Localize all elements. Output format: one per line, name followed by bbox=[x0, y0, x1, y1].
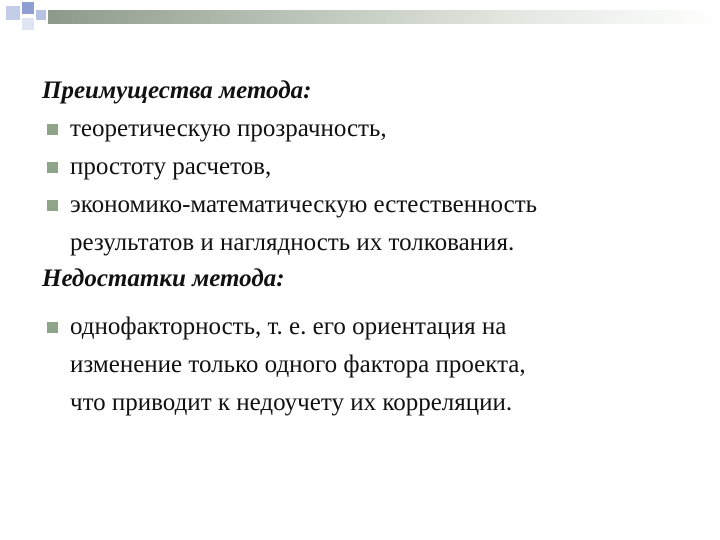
disadvantages-heading: Недостатки метода: bbox=[42, 265, 285, 292]
square-bullet-icon bbox=[47, 200, 58, 211]
item-text: однофакторность, т. е. его ориентация на bbox=[70, 313, 507, 340]
corner-square-4 bbox=[36, 10, 46, 20]
item-text: что приводит к недоучету их корреляции. bbox=[70, 389, 513, 416]
square-bullet-icon bbox=[47, 124, 58, 135]
item-text: теоретическую прозрачность, bbox=[70, 115, 387, 142]
disadvantage-item bbox=[42, 308, 692, 422]
square-bullet-icon bbox=[47, 322, 58, 333]
item-text: изменение только одного фактора проекта, bbox=[70, 351, 526, 378]
item-text: простоту расчетов, bbox=[70, 153, 272, 180]
corner-square-1 bbox=[6, 6, 20, 20]
square-bullet-icon bbox=[47, 162, 58, 173]
advantages-heading: Преимущества метода: bbox=[42, 77, 312, 104]
corner-square-2 bbox=[22, 2, 34, 14]
advantage-item bbox=[42, 110, 692, 148]
item-text: экономико-математическую естественность bbox=[70, 191, 538, 218]
decorative-header bbox=[0, 0, 720, 60]
item-text: результатов и наглядность их толкования. bbox=[70, 229, 515, 256]
advantage-item bbox=[42, 148, 692, 186]
slide-content bbox=[42, 68, 692, 422]
header-gradient-bar bbox=[48, 10, 720, 24]
advantage-item bbox=[42, 186, 692, 262]
corner-square-3 bbox=[22, 18, 34, 30]
